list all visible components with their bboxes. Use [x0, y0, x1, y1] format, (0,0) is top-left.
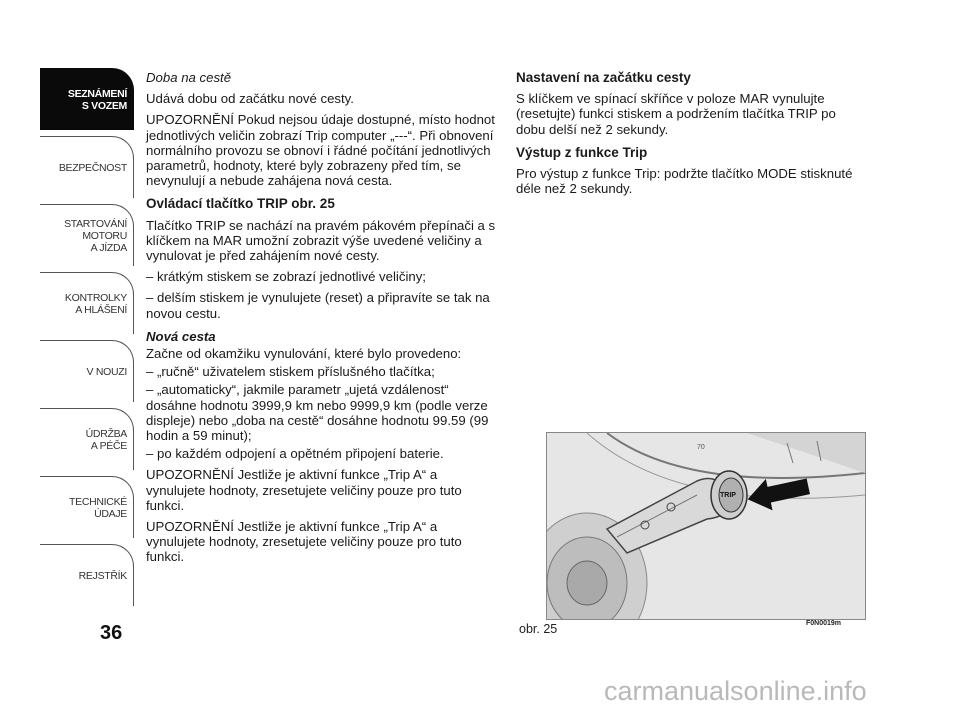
note-paragraph: UPOZORNĚNÍ Jestliže je aktivní funkce „Trip A“ a vynulujete hodnoty, zresetujete veličiny pouze pro tuto funkci.	[146, 519, 462, 565]
paragraph: Tlačítko TRIP se nachází na pravém pákovém přepínači a s klíčkem na MAR umožní zobrazit výše uvedené veličiny a vynulovat je před zahájením nové cesty.	[146, 217, 496, 264]
list-item: – „automaticky“, jakmile parametr „ujetá vzdálenost“ dosáhne hodnotu 3999,9 km nebo 9999,9 km (podle verze displeje) nebo „doba na cestě“ dosáhne hodnotu 99.59 (99 hodin a 59 minut);	[146, 382, 489, 444]
chapter-tab-label: TECHNICKÉ	[69, 495, 127, 508]
heading-exit-trip: Výstup z funkce Trip	[516, 144, 648, 160]
paragraph: Pro výstup z funkce Trip: podržte tlačítko MODE stisknuté déle než 2 sekundy.	[516, 166, 853, 197]
left-column	[146, 70, 498, 571]
paragraph: Udává dobu od začátku nové cesty.	[146, 91, 354, 107]
chapter-tab-label: V NOUZI	[86, 365, 127, 378]
watermark: carmanualsonline.info	[604, 676, 867, 706]
chapter-tab-label: MOTORU	[82, 229, 127, 242]
chapter-tab-label: KONTROLKY	[64, 291, 127, 304]
figure-caption: obr. 25	[519, 622, 558, 636]
chapter-tab-label: STARTOVÁNÍ	[64, 217, 127, 230]
figure-trip-stalk	[546, 432, 866, 620]
list-item: – krátkým stiskem se zobrazí jednotlivé veličiny;	[146, 269, 426, 285]
right-column	[516, 70, 866, 202]
heading-start-settings: Nastavení na začátku cesty	[516, 70, 691, 85]
trip-stalk-illustration	[547, 433, 865, 619]
chapter-tab-label: SEZNÁMENÍ	[67, 87, 127, 100]
note-paragraph: UPOZORNĚNÍ Pokud nejsou údaje dostupné, místo hodnot jednotlivých veličin zobrazí Trip computer „---“. Při obnovení normálního provozu se obnoví i řádné počítání jednotlivých parametrů, hodnoty, které byly zobrazeny před tím, se nevynulují a nebude zahájena nová cesta.	[146, 112, 495, 189]
chapter-tab-label: S VOZEM	[81, 99, 127, 112]
svg-text:70: 70	[697, 444, 705, 451]
chapter-tab-label: A PÉČE	[90, 439, 127, 452]
chapter-tab[interactable]	[40, 136, 134, 198]
chapter-tab[interactable]	[40, 204, 134, 266]
chapter-tab-label: A HLÁŠENÍ	[75, 303, 127, 316]
figure-code: F0N0019m	[806, 620, 842, 627]
list-item: – po každém odpojení a opětném připojení baterie.	[146, 446, 444, 462]
chapter-tab-label: A JÍZDA	[90, 241, 127, 254]
chapter-tab-label: ÚDRŽBA	[85, 427, 127, 440]
chapter-tab-label: BEZPEČNOST	[58, 161, 127, 174]
chapter-tab-label: ÚDAJE	[94, 507, 127, 520]
heading-trip-button: Ovládací tlačítko TRIP obr. 25	[146, 196, 335, 212]
section-heading-trip-time: Doba na cestě	[146, 70, 232, 85]
chapter-tab[interactable]	[40, 340, 134, 402]
note-paragraph: UPOZORNĚNÍ Jestliže je aktivní funkce „Trip A“ a vynulujete hodnoty, zresetujete veličiny pouze pro tuto funkci.	[146, 467, 462, 513]
heading-new-trip: Nová cesta	[146, 328, 216, 344]
trip-button-label: TRIP	[720, 492, 736, 499]
list-item: – delším stiskem je vynulujete (reset) a připravíte se tak na novou cestu.	[146, 290, 490, 321]
chapter-tab[interactable]	[40, 68, 134, 130]
chapter-tab[interactable]	[40, 544, 134, 606]
chapter-tabs	[40, 68, 134, 612]
chapter-tab[interactable]	[40, 272, 134, 334]
chapter-tab[interactable]	[40, 408, 134, 470]
page-number: 36	[100, 622, 123, 644]
paragraph: Začne od okamžiku vynulování, které bylo provedeno:	[146, 346, 462, 362]
chapter-tab[interactable]	[40, 476, 134, 538]
paragraph: S klíčkem ve spínací skříňce v poloze MAR vynulujte (resetujte) funkci stiskem a podržením tlačítka TRIP po dobu delší než 2 sekundy.	[516, 91, 836, 137]
chapter-tab-label: REJSTŘÍK	[78, 569, 127, 582]
list-item: – „ručně“ uživatelem stiskem příslušného tlačítka;	[146, 364, 435, 380]
